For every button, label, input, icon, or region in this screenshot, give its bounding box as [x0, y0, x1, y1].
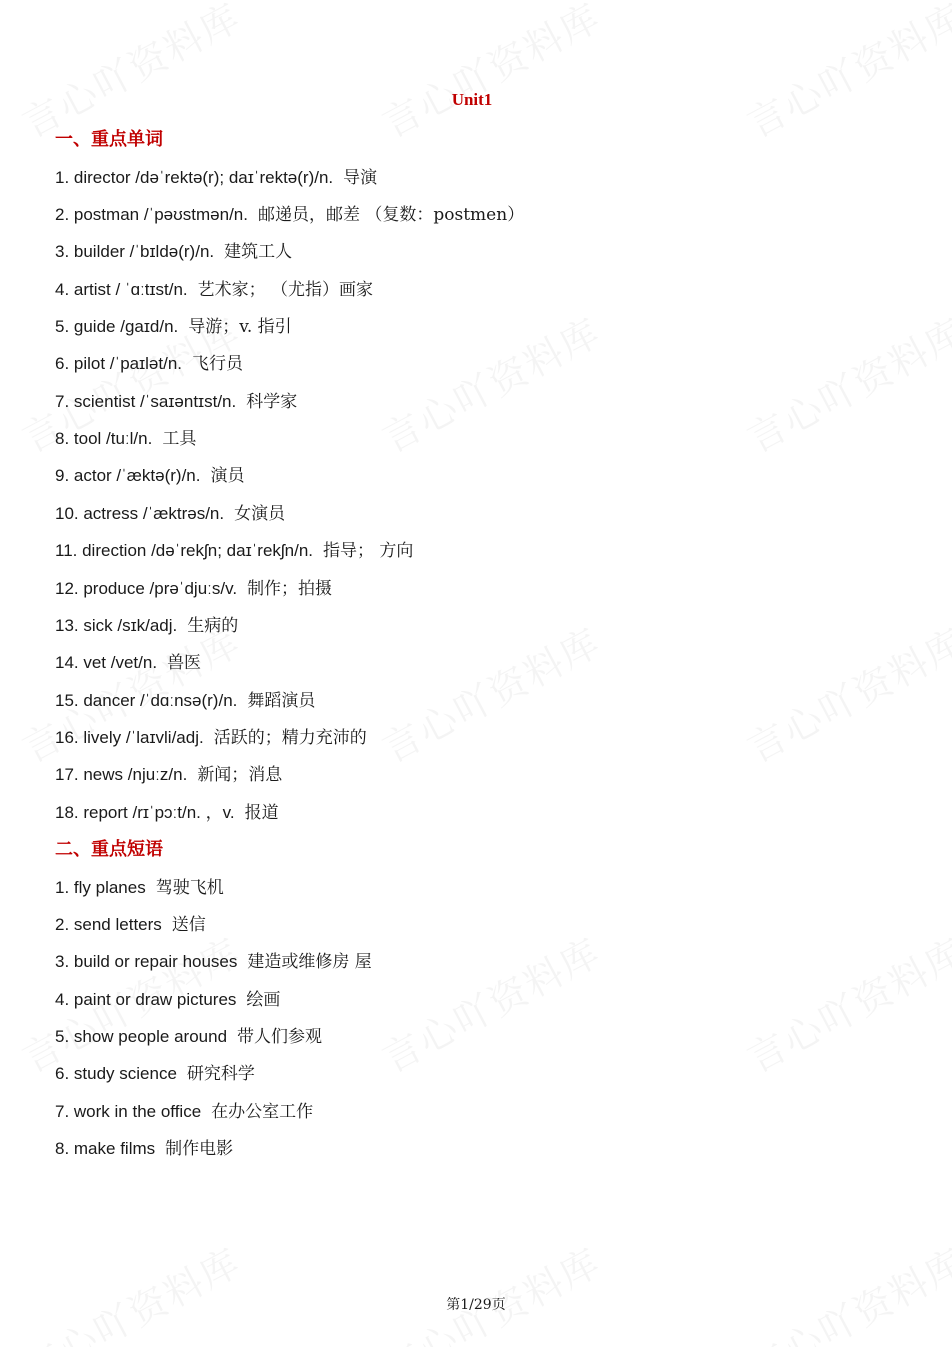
item-english: 4. paint or draw pictures [55, 990, 237, 1009]
item-english: 15. dancer /ˈdɑːnsə(r)/n. [55, 691, 238, 710]
list-item [55, 686, 315, 711]
item-chinese: 带人们参观 [237, 1027, 323, 1047]
list-item [55, 611, 238, 636]
list-item [55, 349, 243, 374]
item-chinese: 艺术家； （尤指）画家 [197, 280, 374, 300]
item-english: 10. actress /ˈæktrəs/n. [55, 504, 225, 523]
list-item [55, 574, 332, 599]
item-chinese: 活跃的；精力充沛的 [213, 728, 367, 748]
list-item [55, 1097, 313, 1122]
item-english: 11. direction /dəˈrekʃn; daɪˈrekʃn/n. [55, 541, 314, 560]
item-chinese: 工具 [162, 429, 197, 449]
item-english: 1. fly planes [55, 878, 146, 897]
item-english: 5. show people around [55, 1027, 228, 1046]
item-chinese: 演员 [210, 466, 245, 486]
list-item [55, 237, 292, 262]
list-item [55, 1022, 322, 1047]
item-chinese: 指导； 方向 [323, 541, 414, 561]
list-item [55, 648, 201, 673]
watermark-text [371, 0, 609, 148]
item-chinese: 邮递员，邮差 （复数：postmen） [257, 205, 525, 225]
item-chinese: 制作电影 [165, 1139, 234, 1159]
item-english: 8. make films [55, 1139, 156, 1158]
list-item [55, 723, 367, 748]
item-english: 17. news /njuːz/n. [55, 765, 188, 784]
item-chinese: 在办公室工作 [211, 1102, 314, 1122]
item-chinese: 建造或维修房 屋 [247, 952, 372, 972]
watermark-text [371, 922, 609, 1083]
item-chinese: 兽医 [167, 653, 202, 673]
item-english: 7. scientist /ˈsaɪəntɪst/n. [55, 392, 237, 411]
list-item [55, 387, 297, 412]
list-item [55, 424, 196, 449]
item-english: 14. vet /vet/n. [55, 653, 158, 672]
watermark-text [736, 302, 952, 463]
watermark-text [736, 1232, 952, 1347]
item-chinese: 驾驶飞机 [155, 878, 224, 898]
item-english: 2. postman /ˈpəʊstmən/n. [55, 205, 248, 224]
item-chinese: 科学家 [246, 392, 298, 412]
item-chinese: 女演员 [234, 504, 286, 524]
item-english: 3. build or repair houses [55, 952, 238, 971]
list-item [55, 947, 372, 972]
item-chinese: 新闻；消息 [197, 765, 283, 785]
item-english: 12. produce /prəˈdjuːs/v. [55, 579, 238, 598]
watermark-text [371, 302, 609, 463]
item-chinese: 生病的 [187, 616, 239, 636]
watermark-text [736, 612, 952, 773]
section-heading: 一、重点单词 [55, 129, 163, 150]
item-chinese: 建筑工人 [224, 242, 293, 262]
page-number: 第1/29页 [446, 1297, 506, 1313]
list-item [55, 798, 279, 823]
list-item [55, 461, 244, 486]
watermark-text [11, 1232, 249, 1347]
item-english: 4. artist / ˈɑːtɪst/n. [55, 280, 188, 299]
item-chinese: 制作；拍摄 [247, 579, 333, 599]
item-english: 16. lively /ˈlaɪvli/adj. [55, 728, 204, 747]
list-item [55, 873, 224, 898]
item-chinese: 研究科学 [186, 1064, 255, 1084]
watermark-text [371, 1232, 609, 1347]
item-english: 5. guide /ɡaɪd/n. [55, 317, 179, 336]
list-item [55, 985, 280, 1010]
page-title: Unit1 [451, 90, 493, 109]
item-english: 18. report /rɪˈpɔːt/n. ，v. [55, 803, 235, 822]
list-item [55, 1134, 233, 1159]
item-english: 9. actor /ˈæktə(r)/n. [55, 466, 201, 485]
item-english: 8. tool /tuːl/n. [55, 429, 153, 448]
item-chinese: 绘画 [246, 990, 281, 1010]
list-item [55, 200, 524, 225]
item-english: 1. director /dəˈrektə(r); daɪˈrektə(r)/n. [55, 168, 334, 187]
item-english: 3. builder /ˈbɪldə(r)/n. [55, 242, 215, 261]
list-item [55, 312, 292, 337]
item-chinese: 送信 [171, 915, 206, 935]
list-item [55, 275, 373, 300]
list-item [55, 163, 377, 188]
watermark-text [371, 612, 609, 773]
watermark-text [736, 0, 952, 148]
item-english: 13. sick /sɪk/adj. [55, 616, 178, 635]
item-chinese: 舞蹈演员 [247, 691, 316, 711]
item-chinese: 飞行员 [192, 354, 244, 374]
list-item [55, 1059, 255, 1084]
list-item [55, 910, 206, 935]
list-item [55, 536, 413, 561]
list-item [55, 760, 282, 785]
watermark-text [736, 922, 952, 1083]
item-english: 2. send letters [55, 915, 162, 934]
item-chinese: 报道 [244, 803, 279, 823]
section-heading: 二、重点短语 [55, 839, 163, 860]
item-english: 7. work in the office [55, 1102, 202, 1121]
item-english: 6. study science [55, 1064, 177, 1083]
list-item [55, 499, 285, 524]
item-english: 6. pilot /ˈpaɪlət/n. [55, 354, 183, 373]
item-chinese: 导演 [343, 168, 378, 188]
item-chinese: 导游；v. 指引 [188, 317, 292, 337]
